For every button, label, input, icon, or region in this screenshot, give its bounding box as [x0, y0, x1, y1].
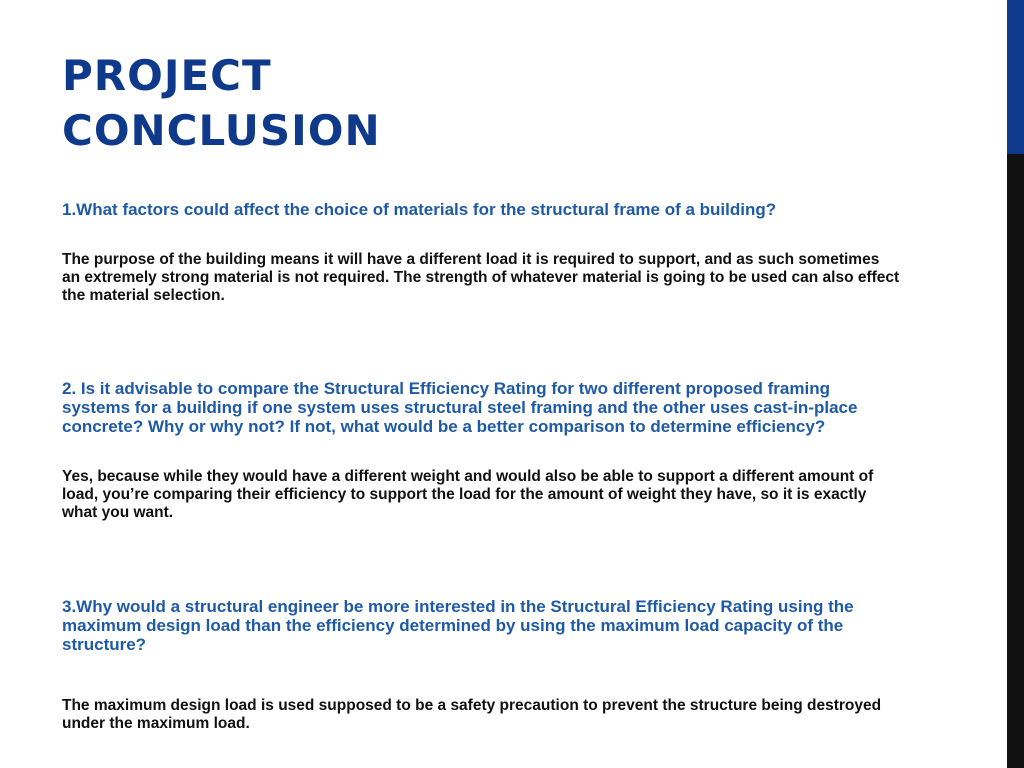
title-line-2: CONCLUSION — [62, 106, 381, 155]
question-3: 3.Why would a structural engineer be more interested in the Structural Efficiency Rating using the maximum design load than the efficiency determined by using the maximum load capacity of the structure? — [62, 597, 854, 654]
question-2: 2. Is it advisable to compare the Structural Efficiency Rating for two different proposed framing systems for a building if one system uses structural steel framing and the other uses cast-in-place concrete? Why or why not? If not, what would be a better comparison to determine efficiency? — [62, 379, 858, 436]
answer-3: The maximum design load is used supposed to be a safety precaution to prevent the structure being destroyed under the maximum load. — [62, 697, 882, 732]
answer-1: The purpose of the building means it will have a different load it is required to support, and as such sometimes an extremely strong material is not required. The strength of whatever material is going to be used can also effect the material selection. — [62, 251, 900, 304]
answer-2: Yes, because while they would have a different weight and would also be able to support a different amount of load, you’re comparing their efficiency to support the load for the amount of weight they have, so it is exactly what you want. — [62, 468, 874, 521]
slide-title — [62, 48, 762, 158]
question-1: 1.What factors could affect the choice of materials for the structural frame of a building? — [62, 200, 777, 219]
title-line-1: PROJECT — [62, 51, 272, 100]
accent-bar-blue — [1007, 0, 1024, 154]
accent-bar-dark — [1007, 154, 1024, 768]
